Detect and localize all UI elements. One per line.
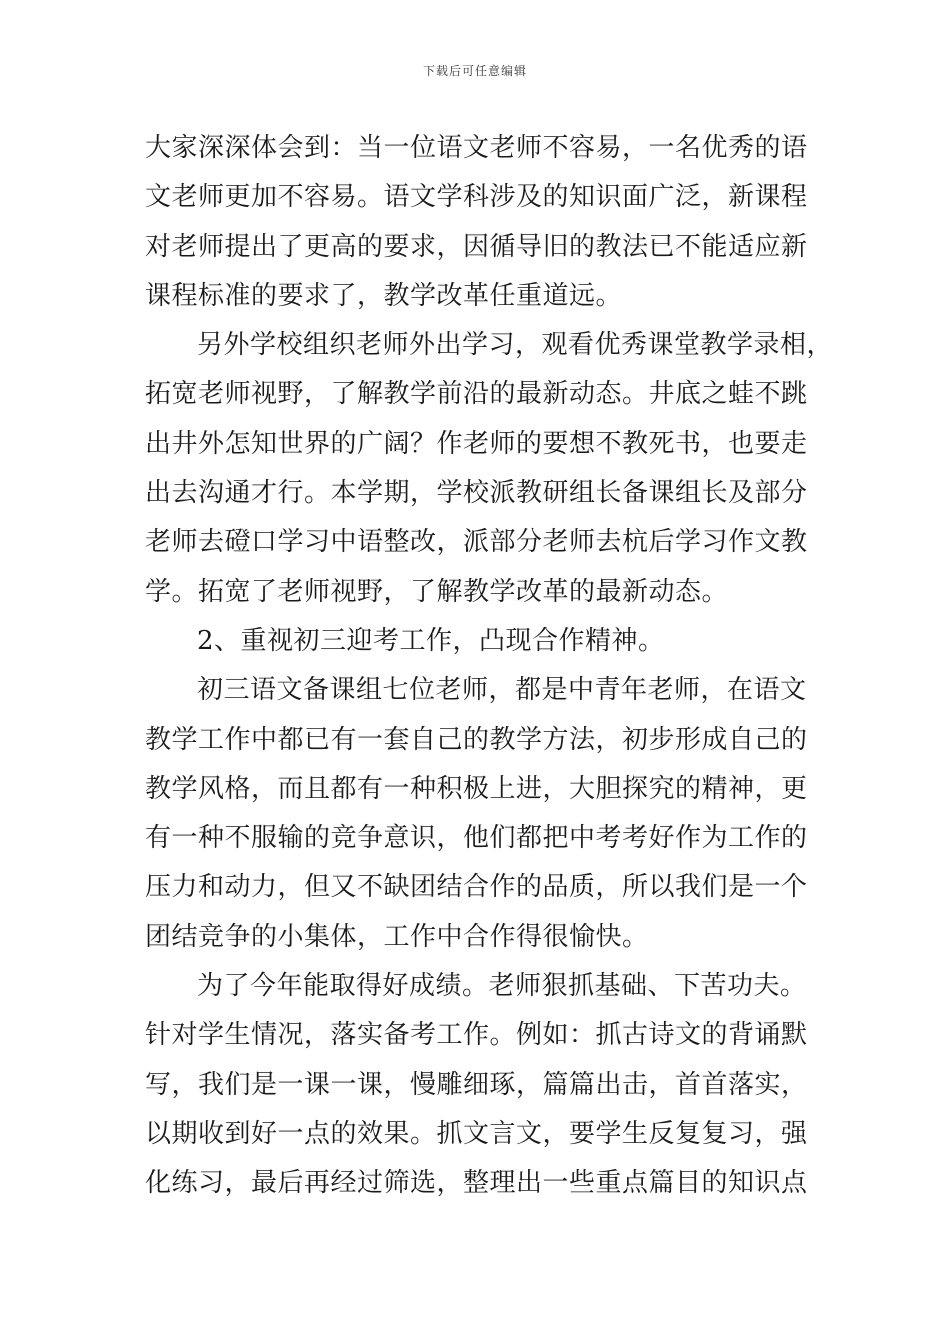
text-line: 以期收到好一点的效果。抓文言文，要学生反复复习，强 (145, 1118, 808, 1149)
text-line: 压力和动力，但又不缺团结合作的品质，所以我们是一个 (145, 872, 808, 903)
text-line: 对老师提出了更高的要求，因循导旧的教法已不能适应新 (145, 231, 808, 262)
text-line: 化练习，最后再经过筛选，整理出一些重点篇目的知识点 (145, 1168, 808, 1199)
text-line: 课程标准的要求了，教学改革任重道远。 (145, 280, 623, 311)
text-line: 教学风格，而且都有一种积极上进，大胆探究的精神，更 (145, 773, 808, 804)
text-line: 团结竞争的小集体，工作中合作得很愉快。 (145, 921, 649, 952)
text-line: 老师去磴口学习中语整改，派部分老师去杭后学习作文教 (145, 527, 808, 558)
text-line: 拓宽老师视野，了解教学前沿的最新动态。井底之蛙不跳 (145, 379, 808, 410)
text-line: 出井外怎知世界的广阔？作老师的要想不教死书，也要走 (145, 428, 808, 459)
text-line: 为了今年能取得好成绩。老师狠抓基础、下苦功夫。 (197, 971, 807, 1002)
text-line: 大家深深体会到：当一位语文老师不容易，一名优秀的语 (145, 133, 808, 163)
section-heading: 2、重视初三迎考工作，凸现合作精神。 (197, 625, 665, 656)
page-header: 下载后可任意编辑 (422, 64, 527, 78)
text-line: 出去沟通才行。本学期，学校派教研组长备课组长及部分 (145, 478, 808, 509)
text-line: 教学工作中都已有一套自己的教学方法，初步形成自己的 (145, 724, 808, 755)
text-line: 写，我们是一课一课，慢雕细琢，篇篇出击，首首落实， (145, 1069, 808, 1100)
text-line: 学。拓宽了老师视野，了解教学改革的最新动态。 (145, 576, 729, 607)
text-line: 针对学生情况，落实备考工作。例如：抓古诗文的背诵默 (145, 1020, 808, 1051)
text-line: 初三语文备课组七位老师，都是中青年老师，在语文 (197, 675, 807, 706)
document-body (145, 124, 834, 1209)
text-line: 有一种不服输的竞争意识，他们都把中考考好作为工作的 (145, 823, 808, 854)
text-line: 文老师更加不容易。语文学科涉及的知识面广泛，新课程 (145, 182, 808, 213)
text-line: 另外学校组织老师外出学习，观看优秀课堂教学录相， (197, 330, 834, 361)
